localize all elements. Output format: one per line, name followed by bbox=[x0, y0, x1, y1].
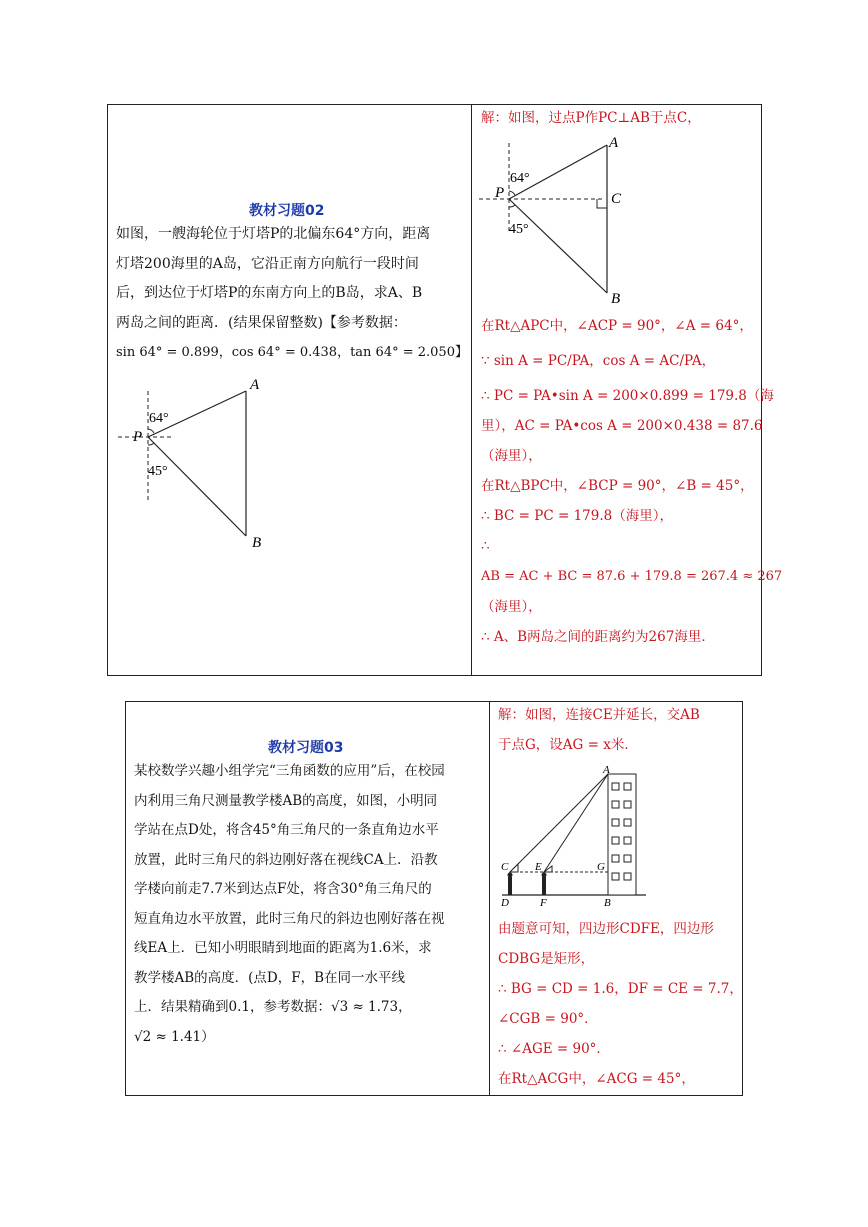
question-line: 短直角边水平放置，此时三角尺的斜边也刚好落在视 bbox=[134, 910, 445, 927]
point-label: G bbox=[597, 861, 605, 873]
solution-text bbox=[498, 914, 743, 1094]
solution-line-text: ∴ PC = PA•sin A = 200×0.899 = 179.8（海 bbox=[481, 388, 774, 404]
table-divider bbox=[489, 702, 490, 1095]
point-label: A bbox=[609, 135, 619, 151]
table-divider bbox=[471, 105, 472, 675]
solution-line: ∴ BG = CD = 1.6，DF = CE = 7.7， bbox=[498, 981, 743, 997]
solution-line bbox=[481, 471, 782, 501]
point-label: P bbox=[133, 429, 143, 445]
solution-line bbox=[481, 411, 782, 441]
point-label: F bbox=[540, 897, 547, 906]
problem-table-1 bbox=[107, 104, 783, 676]
question-text bbox=[134, 757, 445, 1052]
solution-text bbox=[481, 311, 782, 652]
solution-line bbox=[481, 592, 782, 622]
question-line: 内利用三角尺测量教学楼AB的高度，如图，小明同 bbox=[134, 792, 438, 809]
solution-line bbox=[481, 531, 782, 561]
solution-line-text: ∴ bbox=[481, 538, 490, 554]
question-line: sin 64° = 0.899，cos 64° = 0.438，tan 64° = 2.050】 bbox=[116, 345, 468, 360]
solution-line bbox=[481, 622, 782, 652]
solution-line bbox=[481, 381, 782, 411]
question-line: 如图，一艘海轮位于灯塔P的北偏东64°方向，距离 bbox=[116, 226, 431, 242]
point-label: A bbox=[250, 377, 260, 393]
solution-line-text: ∴ A、B两岛之间的距离约为267海里． bbox=[481, 629, 715, 645]
solution-line: 由题意可知，四边形CDFE，四边形 bbox=[498, 921, 714, 937]
problem-title: 教材习题02 bbox=[249, 203, 325, 219]
question-line: 学楼向前走7.7米到达点F处，将含30°角三角尺的 bbox=[134, 881, 432, 897]
question-line: 上．结果精确到0.1，参考数据：√3 ≈ 1.73， bbox=[134, 999, 412, 1015]
question-line: 放置，此时三角尺的斜边刚好落在视线CA上．沿教 bbox=[134, 851, 438, 868]
solution-figure bbox=[475, 135, 625, 305]
question-line: 学站在点D处，将含45°角三角尺的一条直角边水平 bbox=[134, 822, 439, 838]
angle-label: 64° bbox=[149, 411, 169, 426]
question-line: 后，到达位于灯塔P的东南方向上的B岛，求A、B bbox=[116, 285, 423, 301]
lighthouse-figure bbox=[114, 373, 264, 553]
point-label: B bbox=[604, 897, 611, 906]
point-label: C bbox=[501, 861, 509, 873]
point-label: E bbox=[535, 861, 542, 873]
question-line: 两岛之间的距离．(结果保留整数)【参考数据： bbox=[116, 314, 407, 331]
solution-line-text: 在Rt△BPC中，∠BCP = 90°，∠B = 45°， bbox=[481, 478, 754, 494]
solution-line-text: （海里）， bbox=[481, 448, 542, 464]
point-label: B bbox=[611, 291, 621, 305]
point-label: A bbox=[603, 766, 610, 776]
solution-line: CDBG是矩形， bbox=[498, 951, 595, 967]
question-text bbox=[116, 220, 468, 368]
angle-label: 45° bbox=[148, 464, 168, 479]
solution-line-text: 里），AC = PA•cos A = 200×0.438 = 87.6 bbox=[481, 418, 763, 434]
point-label: P bbox=[495, 185, 505, 201]
solution-line-text: AB = AC + BC = 87.6 + 179.8 = 267.4 ≈ 267 bbox=[481, 569, 783, 584]
building-figure bbox=[496, 766, 656, 906]
question-line: 灯塔200海里的A岛，它沿正南方向航行一段时间 bbox=[116, 255, 419, 272]
problem-table-2 bbox=[125, 701, 743, 1096]
question-line: 线EA上．已知小明眼睛到地面的距离为1.6米，求 bbox=[134, 940, 432, 956]
solution-line: 解：如图，过点P作PC⊥AB于点C， bbox=[481, 110, 701, 126]
solution-line-text: ∵ sin A = PC/PA，cos A = AC/PA， bbox=[481, 353, 716, 369]
point-label: D bbox=[501, 897, 509, 906]
solution-line: 在Rt△ACG中，∠ACG = 45°， bbox=[498, 1071, 695, 1087]
question-line: 某校数学兴趣小组学完“三角函数的应用”后，在校园 bbox=[134, 763, 445, 779]
problem-title: 教材习题03 bbox=[268, 740, 344, 756]
solution-line bbox=[481, 311, 782, 341]
solution-line-text: 在Rt△APC中，∠ACP = 90°，∠A = 64°， bbox=[481, 318, 753, 334]
point-label: C bbox=[611, 191, 622, 207]
angle-label: 64° bbox=[510, 171, 530, 186]
angle-label: 45° bbox=[509, 222, 529, 237]
solution-line bbox=[481, 501, 782, 531]
solution-line bbox=[481, 341, 782, 381]
solution-line bbox=[481, 441, 782, 471]
solution-line-text: （海里）， bbox=[481, 599, 542, 615]
solution-text bbox=[498, 700, 700, 760]
solution-line bbox=[481, 561, 782, 592]
point-label: B bbox=[252, 535, 262, 551]
solution-line: 解：如图，连接CE并延长，交AB bbox=[498, 707, 700, 723]
question-line: √2 ≈ 1.41） bbox=[134, 1028, 215, 1045]
solution-line: ∠CGB = 90°． bbox=[498, 1011, 598, 1027]
solution-line: 于点G，设AG = x米． bbox=[498, 737, 638, 753]
solution-line: ∴ ∠AGE = 90°． bbox=[498, 1041, 610, 1057]
solution-line-text: ∴ BC = PC = 179.8（海里）， bbox=[481, 508, 673, 524]
question-line: 教学楼AB的高度．(点D，F，B在同一水平线 bbox=[134, 969, 406, 986]
